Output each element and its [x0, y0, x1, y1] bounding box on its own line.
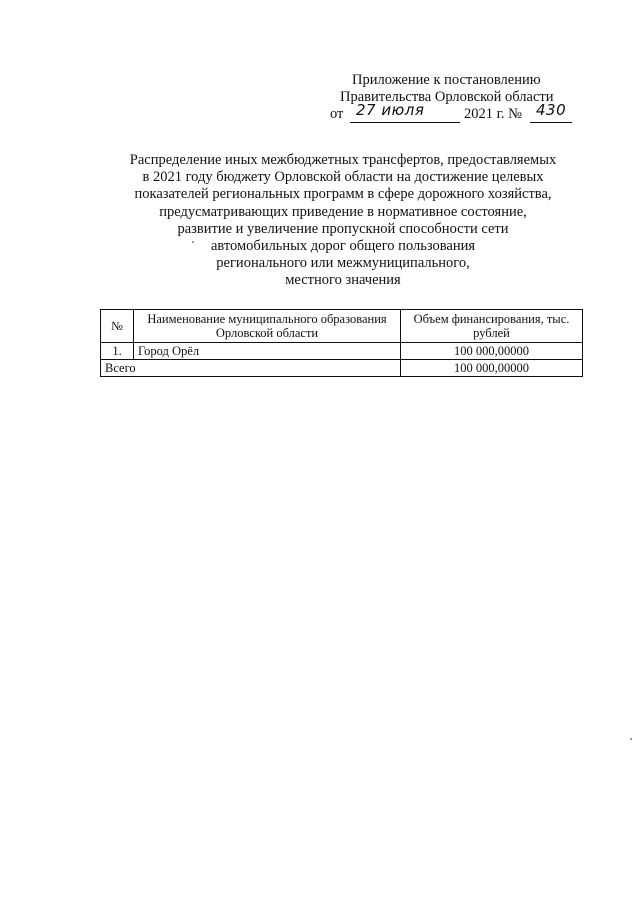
header-municipality: Наименование муниципального образования Орловской области [134, 310, 401, 343]
document-title [100, 152, 586, 290]
title-line: предусматривающих приведение в нормативное состояние, [159, 203, 527, 220]
from-prefix: от [330, 106, 344, 122]
appendix-line-2: Правительства Орловской области [340, 89, 554, 105]
title-line: регионального или межмуниципального, [216, 255, 470, 272]
total-label: Всего [101, 360, 401, 377]
handwritten-date: 27 июля [356, 101, 425, 119]
date-underline [350, 122, 460, 123]
header-number: № [101, 310, 134, 343]
funding-table [100, 309, 583, 377]
scan-speck [192, 241, 194, 243]
row-number: 1. [101, 343, 134, 360]
total-amount: 100 000,00000 [401, 360, 583, 377]
scan-speck [630, 738, 632, 740]
title-line: в 2021 году бюджету Орловской области на достижение целевых [142, 169, 544, 186]
title-line: местного значения [285, 272, 401, 289]
table-row [101, 343, 583, 360]
row-amount: 100 000,00000 [401, 343, 583, 360]
number-underline [530, 122, 572, 123]
year-text: 2021 г. № [464, 106, 523, 122]
handwritten-number: 430 [536, 101, 567, 119]
header-amount: Объем финансирования, тыс. рублей [401, 310, 583, 343]
title-line: Распределение иных межбюджетных трансфертов, предоставляемых [129, 152, 557, 168]
title-line: развитие и увеличение пропускной способности сети [177, 220, 509, 237]
decree-date-number [330, 101, 580, 128]
table-header-row [101, 310, 583, 343]
appendix-line-1: Приложение к постановлению [352, 72, 541, 88]
appendix-header [330, 72, 580, 128]
row-municipality: Город Орёл [134, 343, 401, 360]
title-line: автомобильных дорог общего пользования [210, 238, 476, 255]
total-row [101, 360, 583, 377]
title-line: показателей региональных программ в сфере дорожного хозяйства, [134, 186, 552, 203]
